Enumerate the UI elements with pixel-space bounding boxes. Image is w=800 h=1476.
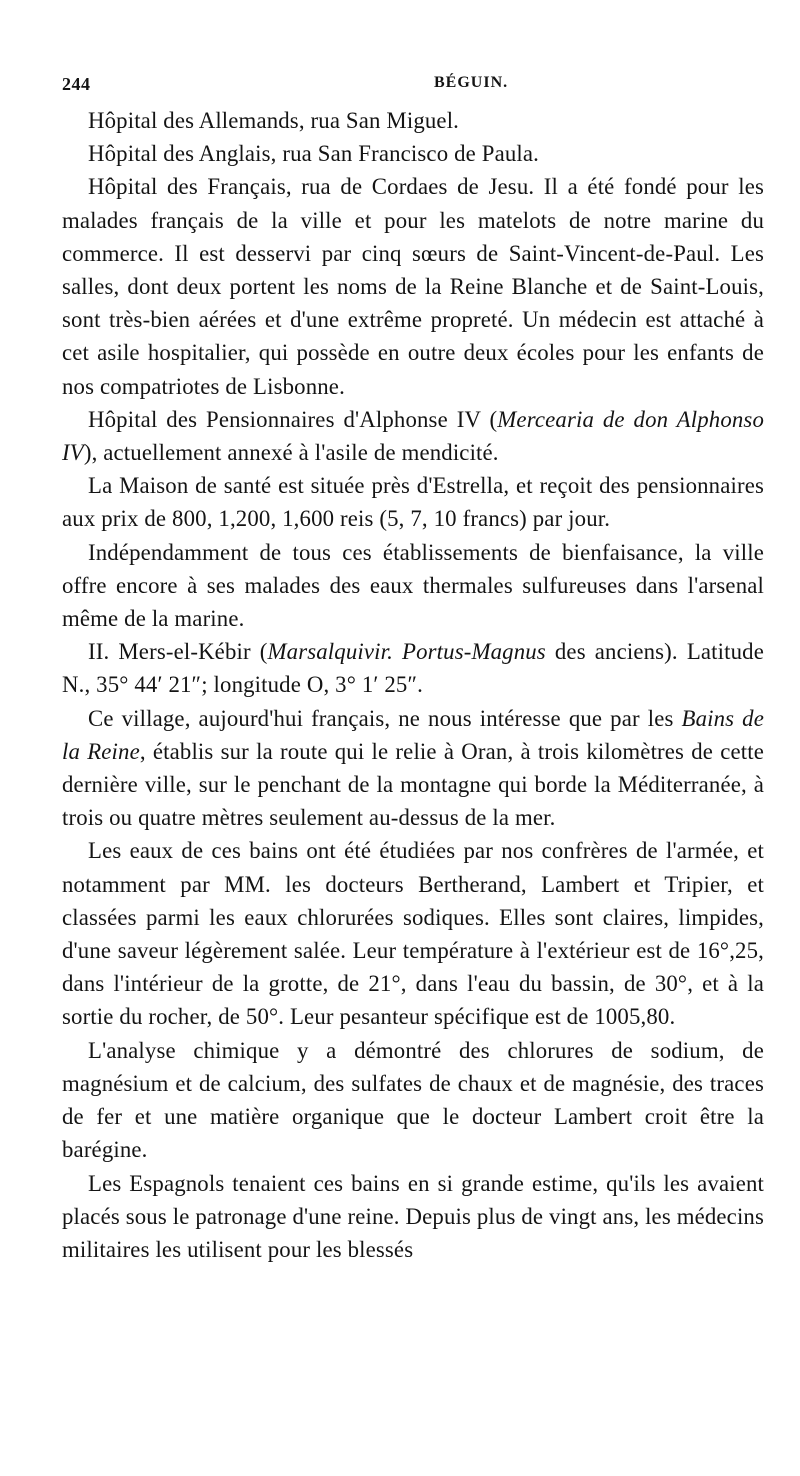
paragraph — [62, 137, 764, 170]
page-header — [62, 74, 762, 102]
text-run: , établis sur la route qui le relie à Oran, à trois kilomètres de cette dernière ville, sur le penchant de la montagne qui borde la Méditerranée, à trois ou quatre mètres seulement au-dessus de la mer. — [62, 738, 765, 831]
paragraph — [62, 104, 764, 137]
italic-text: Marsalquivir. Portus-Magnus — [267, 639, 546, 665]
text-run: Hôpital des Allemands, rua San Miguel. — [88, 108, 460, 133]
paragraph — [62, 170, 764, 402]
paragraph — [62, 1167, 764, 1267]
running-head: BÉGUIN. — [434, 74, 509, 91]
paragraph — [62, 1034, 764, 1167]
paragraph — [62, 536, 764, 636]
text-run: des anciens). Latitude N., 35° 44′ 21″; longitude O, 3° 1′ 25″. — [62, 639, 764, 698]
text-run: II. Mers-el-Kébir ( — [88, 639, 268, 665]
paragraph — [62, 834, 764, 1033]
text-run: Hôpital des Anglais, rua San Francisco de Paula. — [88, 141, 540, 167]
text-run: Les Espagnols tenaient ces bains en si grande estime, qu'ils les avaient placés sous le patronage d'une reine. Depuis plus de vingt ans, les médecins militaires les utilisent pour les blessés — [62, 1170, 764, 1262]
text-run: Les eaux de ces bains ont été étudiées par nos confrères de l'armée, et notamment par MM. les docteurs Bertherand, Lambert et Tripier, et classées parmi les eaux chlorurées sodiques. Elles sont claires, limpides, d'une saveur légèrement salée. Leur température à l'extérieur est de 16°,25, dans l'intérieur de la grotte, de 21°, dans l'eau du bassin, de 30°, et à la sortie du rocher, de 50°. Leur pesanteur spécifique est de 1005,80. — [62, 838, 764, 1030]
text-run: Indépendamment de tous ces établissements de bienfaisance, la ville offre encore à ses malades des eaux thermales sulfureuses dans l'arsenal même de la marine. — [62, 539, 764, 632]
paragraph — [62, 635, 764, 701]
text-run: ), actuellement annexé à l'asile de mendicité. — [83, 440, 499, 466]
paragraph — [62, 469, 764, 535]
page-number: 244 — [62, 74, 91, 94]
text-run: L'analyse chimique y a démontré des chlorures de sodium, de magnésium et de calcium, des sulfates de chaux et de magnésie, des traces de fer et une matière organique que le docteur Lambert croit être la barégine. — [62, 1037, 764, 1163]
body-text — [62, 104, 764, 1266]
text-run: La Maison de santé est située près d'Estrella, et reçoit des pensionnaires aux prix de 800, 1,200, 1,600 reis (5, 7, 10 francs) par jour. — [62, 473, 764, 532]
italic-text: Bains de la Reine — [62, 705, 765, 764]
text-run: Hôpital des Français, rua de Cordaes de Jesu. Il a été fondé pour les malades français de la ville et pour les matelots de notre marine du commerce. Il est desservi par cinq sœurs de Saint-Vincent-de-Paul. Les salles, dont deux portent les noms de la Reine Blanche et de Saint-Louis, sont très-bien aérées et d'une extrême propreté. Un médecin est attaché à cet asile hospitalier, qui possède en outre deux écoles pour les enfants de nos compatriotes de Lisbonne. — [62, 174, 764, 399]
paragraph — [62, 702, 764, 835]
paragraph — [62, 403, 764, 469]
text-run: Hôpital des Pensionnaires d'Alphonse IV ( — [88, 406, 498, 432]
italic-text: Mercearia de don Alphonso IV — [62, 406, 764, 466]
text-run: Ce village, aujourd'hui français, ne nous intéresse que par les — [88, 705, 682, 731]
